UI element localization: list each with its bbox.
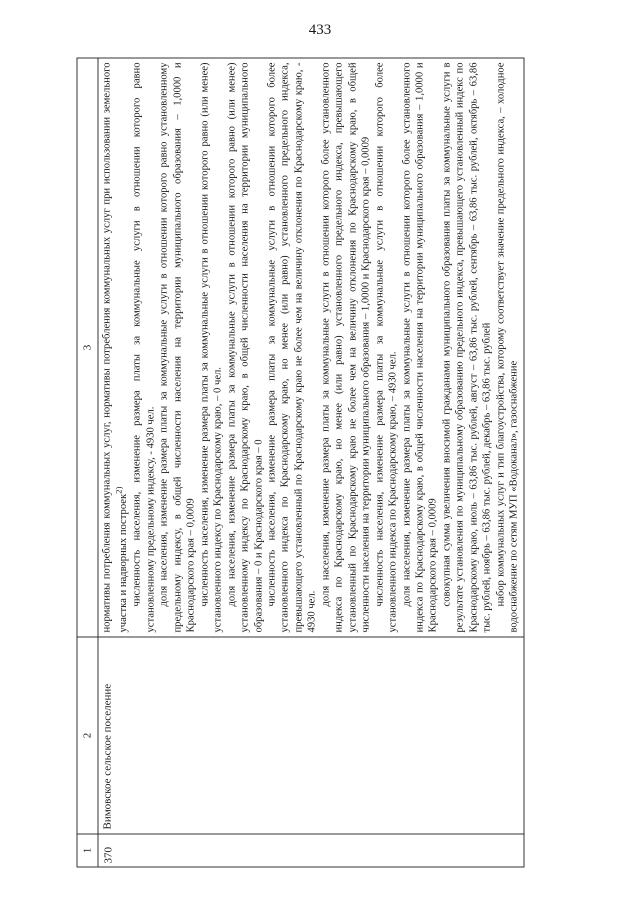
rotated-table-block [77,57,612,867]
paragraph: доля населения, изменение размера платы за коммунальные услуги в отношении которого равно установленному предельному индексу, в общей численности населения на территории муниципального образования – 1,0000 и Краснодарского края – 0,0009 [158,62,197,632]
paragraph: доля населения, изменение размера платы за коммунальные услуги в отношении которого более установленного индекса по Краснодарскому краю, в общей численности населения на территории муниципального образования – 1,0000 и Краснодарского края – 0,0009 [401,62,439,632]
paragraph-text: нормативы потребления коммунальных услуг, нормативы потребления коммунальных услуг при использовании земельного участка и надворных построек [101,62,130,632]
data-table [77,57,525,867]
column-header-2: 2 [77,637,98,834]
footnote-mark: 2) [113,486,124,494]
table-header-row [77,58,98,867]
settlement-name: Вимовское сельское поселение [98,637,524,834]
row-number: 370 [98,834,524,867]
paragraph: численность населения, изменение размера платы за коммунальные услуги в отношении которого равно (или менее) установленного индексу по Краснодарскому краю, – 0 чел. [199,62,224,632]
indicator-description [98,58,524,637]
paragraph: доля населения, изменение размера платы за коммунальные услуги в отношении которого более установленного индекса по Краснодарскому краю, но менее (или равно) установленного предельного индекса, превышающего установленный по Краснодарскому краю не более чем на величину отклонения по Краснодарскому краю, в общей численности населения на территории муниципального образования – 1,0000 и Краснодарского края – 0,0009 [320,62,372,632]
column-header-3: 3 [77,58,98,637]
column-header-1: 1 [77,834,98,867]
paragraph: доля населения, изменение размера платы за коммунальные услуги в отношении которого равно (или менее) установленному индексу по Краснодарскому краю, в общей численности населения на территории муниципального образования – 0 и Краснодарского края – 0 [226,62,265,632]
paragraph: совокупная сумма увеличения вносимой гражданами муниципального образования платы за коммунальные услуги в результате установления по муниципальному образованию предельного индекса, превышающего установленный индекс по Краснодарскому краю, июль – 63,86 тыс. рублей, август – 63,86 тыс. рублей, сентябрь – 63,86 тыс. рублей, октябрь – 63,86 тыс. рублей, ноябрь – 63,86 тыс. рублей, декабрь – 63,86 тыс. рублей [441,62,493,632]
paragraph [101,62,131,632]
paragraph: численность населения, изменение размера платы за коммунальные услуги в отношении которого более установленного индекса по Краснодарскому краю, но менее (или равно) установленного предельного индекса, превышающего установленный по Краснодарскому краю не более чем на величину отклонения по Краснодарскому краю, - 4930 чел. [266,62,318,632]
paragraph: численность населения, изменение размера платы за коммунальные услуги в отношении которого равно установленному предельному индексу, - 4930 чел. [131,62,157,632]
paragraph: набор коммунальных услуг и тип благоустройства, которому соответствует значение предельного индекса, – холодное водоснабжение по сетям МУП «Водоканал», газоснабжение [495,62,520,632]
paragraph: численность населения, изменение размера платы за коммунальные услуги в отношении которого более установленного индекса по Краснодарскому краю, – 4930 чел. [374,62,399,632]
page-number: 433 [308,22,332,38]
table-row [98,58,524,867]
